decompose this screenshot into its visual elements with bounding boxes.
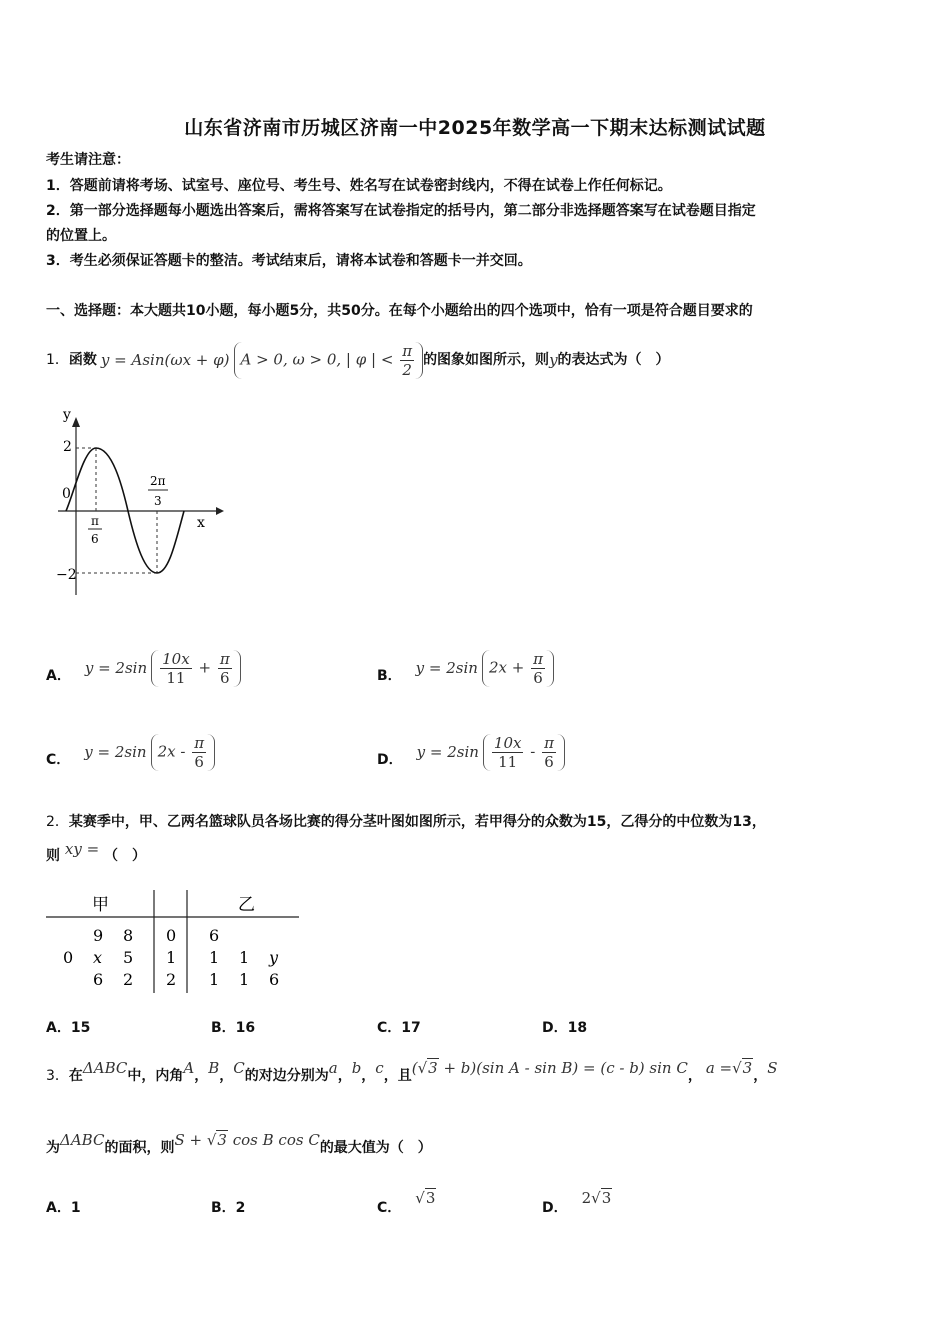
- section-header: 一、选择题：本大题共10小题，每小题5分，共50分。在每个小题给出的四个选项中，恰有一项是符合题目要求的: [46, 303, 753, 319]
- notice-item-3: 3．考生必须保证答题卡的整洁。考试结束后，请将本试卷和答题卡一并交回。: [46, 253, 532, 269]
- x1-num: π: [91, 514, 99, 528]
- q3-angle-b: B: [208, 1059, 220, 1077]
- y-max-label: 2: [63, 439, 72, 455]
- option-d-label: D．: [377, 752, 403, 768]
- q1-var: y: [549, 351, 558, 369]
- q3-mid: 中，内角: [127, 1068, 184, 1084]
- q1-pre: 函数: [68, 352, 97, 368]
- question-3: [46, 1056, 778, 1086]
- q2-text2-math: xy =: [64, 840, 100, 858]
- q3-sep-6: ，: [753, 1068, 768, 1084]
- q3-cond-a: a =: [705, 1059, 733, 1077]
- q3-option-d-value: 3: [601, 1189, 612, 1207]
- q3-option-d[interactable]: [542, 1189, 612, 1217]
- q1-sine-graph: [40, 405, 230, 600]
- q3-option-d-value-wrap: 2√3: [581, 1189, 612, 1207]
- leaf-right-2-1: 1: [209, 948, 220, 967]
- q3-option-a-value: 1: [70, 1200, 81, 1216]
- option-a-pden: 6: [219, 668, 230, 687]
- option-a-num: 10x: [162, 649, 190, 668]
- q3-angle-c: C: [233, 1059, 245, 1077]
- left-header: 甲: [92, 895, 109, 915]
- q2-option-d-value: 18: [567, 1020, 588, 1036]
- leaf-right-3-3: 6: [269, 970, 280, 989]
- q2-text2-pre: 则: [46, 848, 60, 864]
- option-d-pnum: π: [544, 733, 554, 752]
- stem-3: 2: [166, 970, 177, 989]
- stem-leaf-plot: [44, 885, 304, 1000]
- q3-condition: a =√3: [705, 1059, 753, 1077]
- q3-sep-2: ，: [219, 1068, 234, 1084]
- option-a-lhs: y = 2sin: [84, 659, 148, 677]
- q3-sep-5: ，: [687, 1068, 702, 1084]
- leaf-left-1-2: 8: [123, 926, 134, 945]
- q1-cond-den: 2: [402, 360, 412, 379]
- option-b-lhs: y = 2sin: [415, 659, 478, 677]
- q2-option-a-label: A．: [46, 1020, 71, 1036]
- q3-option-d-label: D．: [542, 1200, 568, 1216]
- q3-option-b[interactable]: [211, 1197, 245, 1217]
- x-axis-label: x: [197, 515, 205, 531]
- q3-line2-f2: 3: [217, 1131, 227, 1149]
- q3-mid3: ，且: [383, 1068, 412, 1084]
- q1-option-a[interactable]: [46, 646, 241, 690]
- q3-option-b-label: B．: [211, 1200, 236, 1216]
- leaf-right-3-2: 1: [239, 970, 250, 989]
- q3-eq-c: + b)(sin A - sin B) = (c - b) sin C: [438, 1059, 688, 1077]
- q3-number: 3．: [46, 1068, 69, 1084]
- q3-angle-a: A: [183, 1059, 195, 1077]
- q3-option-d-pre: 2: [581, 1189, 592, 1207]
- q3-cond-b: 3: [742, 1059, 753, 1077]
- q2-text2-post: （ ）: [104, 848, 147, 864]
- option-b-pnum: π: [533, 649, 543, 668]
- option-a-pnum: π: [219, 649, 230, 668]
- option-a-op: +: [198, 658, 212, 676]
- page-title: 山东省济南市历城区济南一中2025年数学高一下期末达标测试试题: [184, 117, 766, 139]
- q3-area-symbol: S: [767, 1059, 778, 1077]
- q3-option-b-value: 2: [235, 1200, 246, 1216]
- q3-sep-1: ，: [194, 1068, 209, 1084]
- q3-option-c-value: 3: [425, 1189, 436, 1207]
- q2-option-c-value: 17: [401, 1020, 421, 1036]
- option-b-pden: 6: [533, 668, 543, 687]
- q3-side-c: c: [375, 1059, 384, 1077]
- q2-option-a[interactable]: [46, 1017, 90, 1037]
- q3-pre: 在: [68, 1068, 83, 1084]
- option-d-pden: 6: [544, 752, 554, 771]
- q3-eq-b: 3: [428, 1059, 438, 1077]
- notice-heading: 考生请注意：: [46, 152, 130, 168]
- question-2-line2: [46, 840, 147, 866]
- x-axis-arrow: [216, 507, 224, 515]
- leaf-left-2-1: 0: [63, 948, 74, 967]
- option-a-label: A．: [46, 668, 71, 684]
- q3-eq-a: (: [411, 1059, 418, 1077]
- q1-option-d[interactable]: [377, 730, 565, 774]
- leaf-left-3-1: 6: [93, 970, 104, 989]
- q1-option-b[interactable]: [377, 646, 554, 690]
- right-header: 乙: [238, 895, 255, 915]
- y-axis-label: y: [63, 407, 71, 423]
- stem-1: 0: [166, 926, 177, 945]
- q1-cond-text: A > 0, ω > 0, | φ | <: [240, 350, 394, 368]
- option-c-pnum: π: [194, 733, 205, 752]
- question-2: [46, 812, 766, 832]
- q3-line2-triangle: ΔABC: [60, 1131, 105, 1149]
- option-c-lhs: y = 2sin: [84, 743, 147, 761]
- x2-num: 2π: [150, 474, 166, 488]
- leaf-right-1-1: 6: [209, 926, 220, 945]
- option-c-arg: 2x -: [157, 742, 186, 760]
- question-1: [46, 338, 670, 382]
- q3-line2-expr: S + √3 cos B cos C: [174, 1131, 320, 1149]
- notice-item-1: 1．答题前请将考场、试室号、座位号、考生号、姓名写在试卷密封线内，不得在试卷上作任何标记。: [46, 178, 672, 194]
- q3-sep-3: ，: [337, 1068, 352, 1084]
- x2-den: 3: [154, 494, 162, 508]
- notice-item-2: 2．第一部分选择题每小题选出答案后，需将答案写在试卷指定的括号内，第二部分非选择题答案写在试卷题目指定: [46, 203, 756, 219]
- leaf-left-2-2: x: [93, 948, 103, 967]
- origin-label: 0: [62, 486, 71, 502]
- q1-formula: y = Asin(ωx + φ): [100, 351, 230, 369]
- q3-mid2: 的对边分别为: [244, 1068, 329, 1084]
- q3-line2-post: 的最大值为（ ）: [319, 1140, 432, 1156]
- q1-post2: 的表达式为（ ）: [557, 352, 670, 368]
- q3-line2-f3: cos B cos C: [232, 1131, 320, 1149]
- leaf-right-2-3: y: [269, 948, 279, 967]
- q3-option-c-label: C．: [377, 1200, 402, 1216]
- notice-item-2-cont: 的位置上。: [46, 228, 116, 244]
- q3-option-c-value-wrap: √3: [415, 1189, 436, 1207]
- option-c-label: C．: [46, 752, 71, 768]
- q1-cond-num: π: [402, 341, 413, 360]
- leaf-right-2-2: 1: [239, 948, 250, 967]
- q3-option-a-label: A．: [46, 1200, 71, 1216]
- q3-side-b: b: [351, 1059, 362, 1077]
- option-c-pden: 6: [194, 752, 204, 771]
- q2-text: 某赛季中，甲、乙两名篮球队员各场比赛的得分茎叶图如图所示，若甲得分的众数为15，乙得分的中位数为13，: [68, 814, 766, 830]
- q1-post: 的图象如图所示，则: [423, 352, 550, 368]
- q1-number: 1．: [46, 352, 69, 368]
- option-d-op: -: [530, 742, 536, 760]
- q2-option-c-label: C．: [377, 1020, 402, 1036]
- q2-option-a-value: 15: [70, 1020, 91, 1036]
- q2-option-d[interactable]: [542, 1017, 587, 1037]
- option-b-arg: 2x +: [488, 658, 525, 676]
- q3-equation: (√3 + b)(sin A - sin B) = (c - b) sin C: [411, 1059, 688, 1077]
- option-d-lhs: y = 2sin: [416, 743, 479, 761]
- q2-option-d-label: D．: [542, 1020, 568, 1036]
- q3-line2-f1: S +: [174, 1131, 203, 1149]
- leaf-left-1-1: 9: [93, 926, 104, 945]
- q3-line2-mid: 的面积，则: [104, 1140, 175, 1156]
- question-3-line2: [46, 1128, 432, 1158]
- option-d-den: 11: [498, 752, 518, 771]
- leaf-left-2-3: 5: [123, 948, 134, 967]
- q3-sep-4: ，: [361, 1068, 376, 1084]
- leaf-left-3-2: 2: [123, 970, 134, 989]
- q3-triangle: ΔABC: [82, 1059, 128, 1077]
- stem-2: 1: [166, 948, 177, 967]
- q2-option-b-label: B．: [211, 1020, 236, 1036]
- q3-option-a[interactable]: [46, 1197, 81, 1217]
- y-axis-arrow: [72, 417, 80, 427]
- q3-side-a: a: [328, 1059, 338, 1077]
- leaf-right-3-1: 1: [209, 970, 220, 989]
- q3-option-c[interactable]: [377, 1189, 436, 1217]
- x1-den: 6: [91, 532, 99, 546]
- q2-option-b-value: 16: [235, 1020, 256, 1036]
- q2-option-b[interactable]: [211, 1017, 255, 1037]
- option-a-den: 11: [166, 668, 186, 687]
- q3-line2-pre: 为: [46, 1140, 60, 1156]
- q2-number: 2．: [46, 814, 69, 830]
- q2-option-c[interactable]: [377, 1017, 421, 1037]
- option-d-num: 10x: [493, 733, 522, 752]
- q1-option-c[interactable]: [46, 730, 215, 774]
- y-min-label: −2: [56, 567, 77, 583]
- q1-condition: [234, 342, 424, 379]
- option-b-label: B．: [377, 668, 402, 684]
